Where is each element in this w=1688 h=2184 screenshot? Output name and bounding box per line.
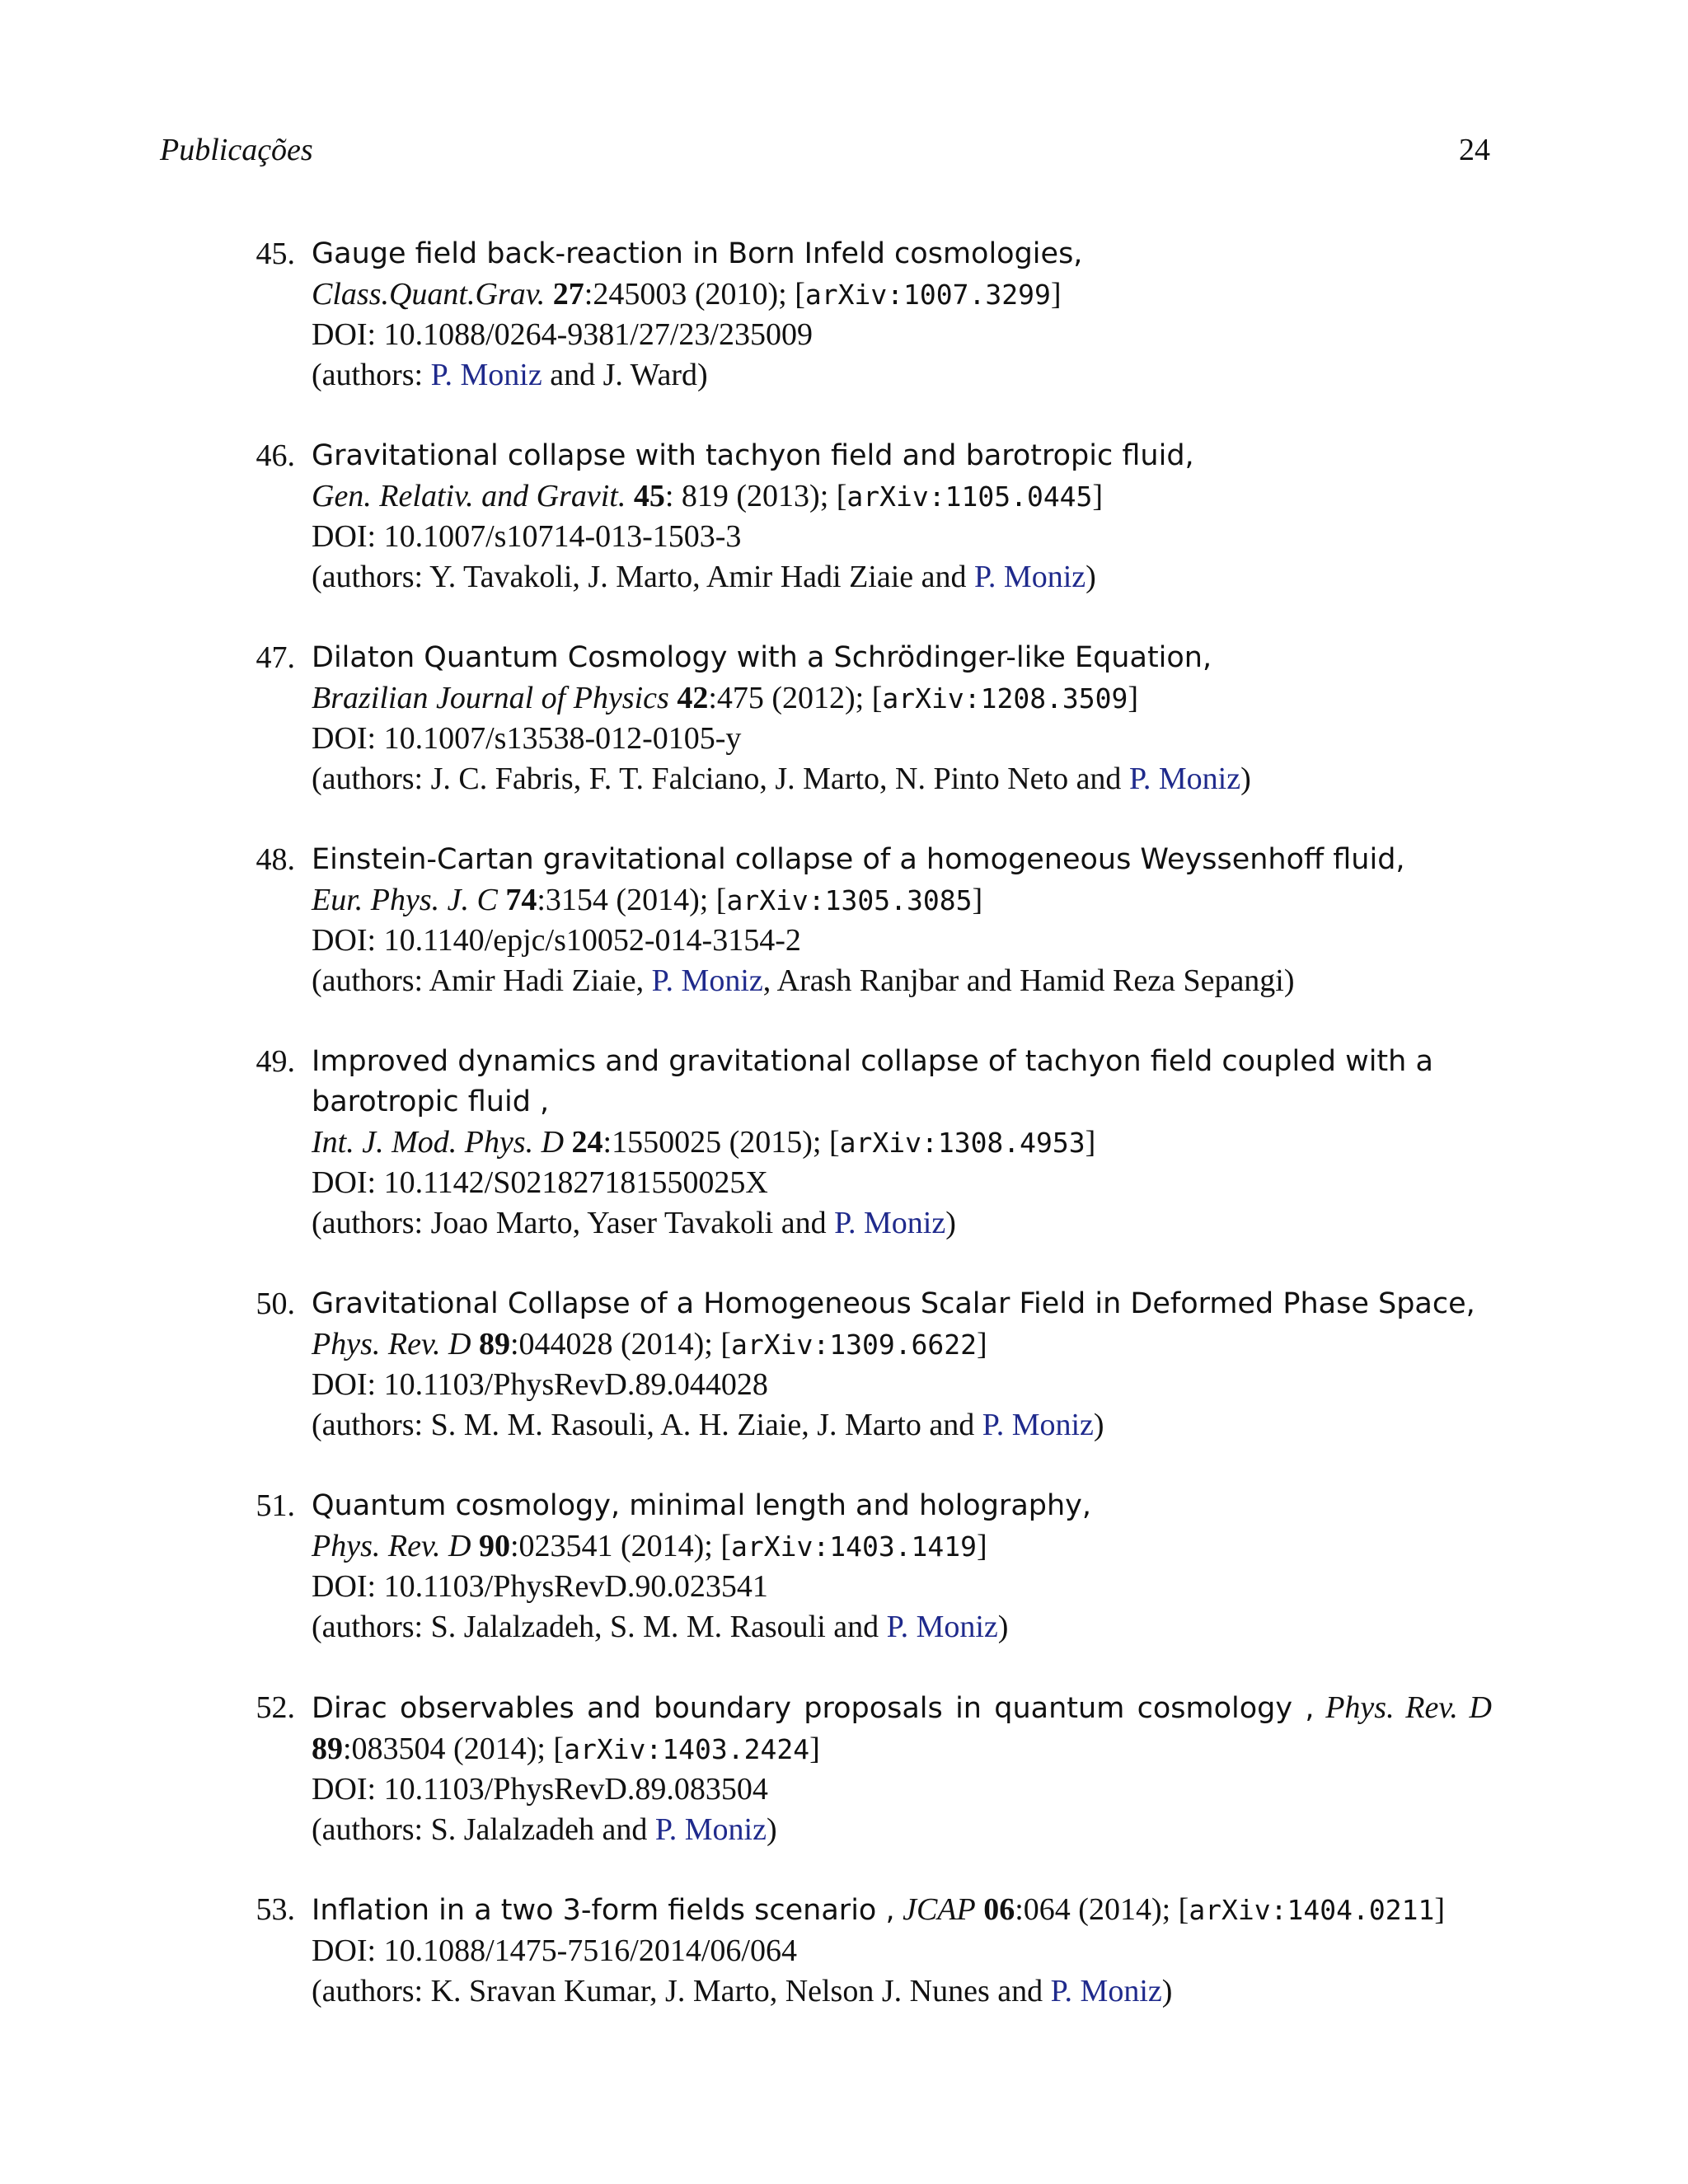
- volume: 74: [505, 883, 537, 917]
- authors-line: [312, 1971, 1492, 2012]
- arxiv-id: arXiv:1208.3509: [882, 682, 1128, 715]
- doi-line: DOI: 10.1103/PhysRevD.89.083504: [312, 1772, 768, 1807]
- pages-year: :475 (2012); [: [708, 681, 883, 715]
- citation-line: [312, 880, 1492, 921]
- pages-year: :1550025 (2015); [: [603, 1125, 840, 1160]
- arxiv-id: arXiv:1403.1419: [731, 1530, 978, 1563]
- citation-line: [312, 1324, 1492, 1365]
- author-link[interactable]: P. Moniz: [651, 963, 763, 998]
- bracket-close: ]: [1050, 277, 1062, 312]
- authors-line: [312, 557, 1492, 598]
- journal-name: Phys. Rev. D: [312, 1529, 471, 1563]
- bracket-close: ]: [1434, 1892, 1445, 1927]
- pages-year: :245003 (2010); [: [584, 277, 805, 312]
- volume: 42: [677, 681, 709, 715]
- citation-line: [312, 1526, 1492, 1567]
- author-link[interactable]: P. Moniz: [654, 1812, 767, 1847]
- entry-number: 49.: [256, 1044, 295, 1079]
- pages-year: : 819 (2013); [: [664, 479, 847, 513]
- authors-text: (authors: S. M. M. Rasouli, A. H. Ziaie, J. Marto and: [312, 1408, 982, 1442]
- journal-name: Class.Quant.Grav.: [312, 277, 546, 312]
- arxiv-id: arXiv:1403.2424: [564, 1733, 810, 1765]
- arxiv-id: arXiv:1105.0445: [846, 480, 1093, 513]
- volume: 89: [312, 1732, 343, 1766]
- authors-text: (authors: S. Jalalzadeh and: [312, 1812, 655, 1847]
- publication-title: Improved dynamics and gravitational collapse of tachyon field coupled with a barotropic fluid ,: [312, 1045, 1433, 1118]
- bracket-close: ]: [972, 883, 983, 917]
- citation-line: [312, 1122, 1492, 1163]
- journal-name: Phys. Rev. D: [312, 1327, 471, 1361]
- citation-line: [312, 1890, 1492, 1931]
- entry-number: 53.: [256, 1892, 295, 1927]
- author-link[interactable]: P. Moniz: [982, 1408, 1094, 1442]
- doi-line: DOI: 10.1103/PhysRevD.90.023541: [312, 1569, 768, 1604]
- journal-name: Brazilian Journal of Physics: [312, 681, 669, 715]
- arxiv-id: arXiv:1308.4953: [839, 1127, 1085, 1159]
- authors-text: (authors: Joao Marto, Yaser Tavakoli and: [312, 1206, 835, 1240]
- bracket-close: ]: [1092, 479, 1104, 513]
- entry-number: 46.: [256, 438, 295, 473]
- bracket-close: ]: [977, 1529, 987, 1563]
- authors-text-end: ): [1161, 1974, 1173, 2008]
- citation-line: [312, 678, 1492, 719]
- doi-line: DOI: 10.1088/0264-9381/27/23/235009: [312, 317, 813, 352]
- journal-name: Eur. Phys. J. C: [312, 883, 498, 917]
- volume: 89: [478, 1327, 510, 1361]
- arxiv-id: arXiv:1404.0211: [1189, 1894, 1435, 1926]
- publication-title: Quantum cosmology, minimal length and holography,: [312, 1489, 1092, 1522]
- pages-year: :3154 (2014); [: [537, 883, 727, 917]
- bracket-close: ]: [1085, 1125, 1096, 1160]
- authors-text: (authors: K. Sravan Kumar, J. Marto, Nelson J. Nunes and: [312, 1974, 1051, 2008]
- pages-year: :083504 (2014); [: [343, 1732, 565, 1766]
- entry-number: 45.: [256, 237, 295, 271]
- authors-text-end: ): [997, 1610, 1009, 1644]
- author-link[interactable]: P. Moniz: [430, 358, 542, 392]
- publication-title: Gravitational collapse with tachyon field and barotropic fluid,: [312, 439, 1194, 472]
- author-link[interactable]: P. Moniz: [886, 1610, 998, 1644]
- author-link[interactable]: P. Moniz: [1050, 1974, 1162, 2008]
- journal-name: JCAP: [903, 1892, 976, 1927]
- bracket-close: ]: [1128, 681, 1139, 715]
- doi-line: DOI: 10.1088/1475-7516/2014/06/064: [312, 1933, 797, 1968]
- authors-text-end: ): [766, 1812, 777, 1847]
- publication-title: Gravitational Collapse of a Homogeneous Scalar Field in Deformed Phase Space,: [312, 1287, 1475, 1320]
- author-link[interactable]: P. Moniz: [834, 1206, 946, 1240]
- entry-number: 50.: [256, 1286, 295, 1321]
- authors-line: [312, 759, 1492, 799]
- authors-text-end: , Arash Ranjbar and Hamid Reza Sepangi): [762, 963, 1295, 998]
- authors-text: (authors: J. C. Fabris, F. T. Falciano, J. Marto, N. Pinto Neto and: [312, 762, 1129, 796]
- pages-year: :023541 (2014); [: [509, 1529, 732, 1563]
- publication-title: Dirac observables and boundary proposals in quantum cosmology ,: [312, 1692, 1315, 1725]
- section-title: Publicações: [160, 133, 313, 167]
- author-link[interactable]: P. Moniz: [1128, 762, 1241, 796]
- authors-text-end: ): [1093, 1408, 1104, 1442]
- doi-line: DOI: 10.1142/S021827181550025X: [312, 1165, 768, 1200]
- authors-text-end: ): [945, 1206, 956, 1240]
- entry-number: 51.: [256, 1488, 295, 1523]
- volume: 27: [552, 277, 584, 312]
- authors-text: (authors: Amir Hadi Ziaie,: [312, 963, 652, 998]
- authors-text-end: ): [1240, 762, 1251, 796]
- authors-line: [312, 1405, 1492, 1446]
- publication-title: Einstein-Cartan gravitational collapse of a homogeneous Weyssenhoff fluid,: [312, 843, 1405, 876]
- doi-line: DOI: 10.1007/s13538-012-0105-y: [312, 721, 742, 756]
- publication-title: Gauge field back-reaction in Born Infeld cosmologies,: [312, 237, 1083, 270]
- doi-line: DOI: 10.1007/s10714-013-1503-3: [312, 519, 742, 554]
- publication-title: Dilaton Quantum Cosmology with a Schrödinger-like Equation,: [312, 641, 1212, 674]
- authors-line: [312, 961, 1492, 1001]
- authors-line: [312, 355, 1492, 396]
- page-header: [160, 132, 1490, 173]
- authors-text-end: and J. Ward): [542, 358, 708, 392]
- authors-line: [312, 1607, 1492, 1647]
- arxiv-id: arXiv:1305.3085: [726, 884, 973, 916]
- bracket-close: ]: [977, 1327, 987, 1361]
- journal-name: Gen. Relativ. and Gravit.: [312, 479, 626, 513]
- arxiv-id: arXiv:1309.6622: [731, 1329, 978, 1361]
- volume: 45: [633, 479, 665, 513]
- publication-title: Inflation in a two 3-form fields scenario ,: [312, 1894, 895, 1927]
- pages-year: :044028 (2014); [: [509, 1327, 732, 1361]
- authors-text: (authors: Y. Tavakoli, J. Marto, Amir Hadi Ziaie and: [312, 560, 974, 594]
- authors-line: [312, 1203, 1492, 1244]
- authors-line: [312, 1810, 1492, 1850]
- bracket-close: ]: [809, 1732, 820, 1766]
- authors-text: (authors: S. Jalalzadeh, S. M. M. Rasouli and: [312, 1610, 887, 1644]
- volume: 06: [983, 1892, 1015, 1927]
- citation-line: [312, 476, 1492, 517]
- volume: 90: [478, 1529, 510, 1563]
- page-number: 24: [1459, 133, 1490, 167]
- entry-number: 48.: [256, 842, 295, 877]
- authors-text: (authors:: [312, 358, 431, 392]
- journal-name: Int. J. Mod. Phys. D: [312, 1125, 565, 1160]
- journal-name: Phys. Rev. D: [1325, 1690, 1492, 1725]
- entry-number: 52.: [256, 1690, 295, 1725]
- citation-line: [312, 1688, 1492, 1769]
- entry-number: 47.: [256, 640, 295, 675]
- arxiv-id: arXiv:1007.3299: [804, 279, 1051, 311]
- citation-line: [312, 274, 1492, 315]
- doi-line: DOI: 10.1140/epjc/s10052-014-3154-2: [312, 923, 801, 958]
- doi-line: DOI: 10.1103/PhysRevD.89.044028: [312, 1367, 768, 1402]
- pages-year: :064 (2014); [: [1015, 1892, 1189, 1927]
- author-link[interactable]: P. Moniz: [974, 560, 1086, 594]
- volume: 24: [571, 1125, 603, 1160]
- authors-text-end: ): [1085, 560, 1096, 594]
